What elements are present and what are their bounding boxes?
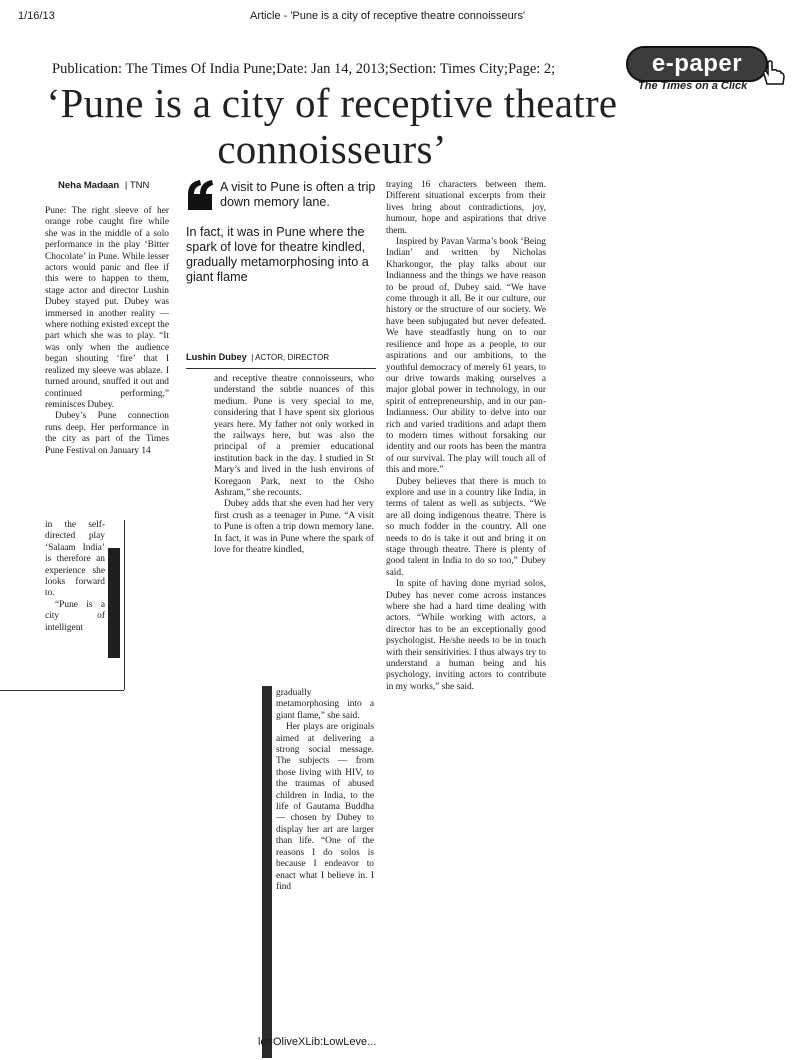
col1-para-1: Pune: The right sleeve of her orange robe caught fire while she was in the middle of a solo performance in the play ‘Bitter Chocolate’ in Pune. While lesser actors would panic and flee if this were to happen to them, stage actor and director Lushin Dubey stayed put. Dubey was immersed in another reality — where nothing existed except the part which she was to play. “It was only when the audience began shouting ‘fire’ that I realized my sleeve was ablaze. I turned around, snuffed it out and continued performing,” reminisces Dubey. (45, 206, 169, 410)
epaper-logo-text: e-paper (626, 46, 768, 82)
publication-line: Publication: The Times Of India Pune;Date: Jan 14, 2013;Section: Times City;Page: 2; (52, 61, 556, 77)
col1-para-2b: in the self-directed play ‘Salaam India’ is therefore an experience she looks forward to. (45, 520, 105, 599)
photo-fragment (262, 686, 272, 1058)
col2-para-2: Dubey adds that she even had her very first crush as a teenager in Pune. “A visit to Pune is often a trip down memory lane. In fact, it was in Pune where the spark of love for theatre kindled, (214, 499, 374, 556)
col1-para-2a: Dubey’s Pune connection runs deep. Her performance in the city as part of the Times Pune Festival on January 14 (45, 411, 169, 456)
column-rule (0, 690, 124, 691)
byline-agency: | TNN (124, 180, 150, 191)
print-footer (0, 1036, 800, 1052)
print-footer-url: le=OliveXLib:LowLeve... (258, 1036, 377, 1048)
epaper-tagline: The Times on a Click (638, 80, 748, 92)
pull-quote-attribution (186, 352, 329, 362)
column-1-top (45, 206, 169, 520)
headline: ‘Pune is a city of receptive theatre connoisseurs’ (46, 80, 618, 172)
pull-quote-text-b: In fact, it was in Pune where the spark of love for theatre kindled, gradually metamorphosing into a giant flame (186, 225, 369, 284)
pull-quote-name: Lushin Dubey (186, 352, 247, 362)
col1-para-3: “Pune is a city of intelligent (45, 599, 105, 633)
byline (58, 180, 149, 191)
byline-author: Neha Madaan (58, 180, 120, 191)
col2-para-4: Her plays are originals aimed at delivering a strong social message. The subjects — from those living with HIV, to the traumas of abused children in India, to the life of Gautama Buddha — chosen by Dubey to display her art are larger than life. “One of the reasons I do solos is because I endeavor to enact what I believe in. I find (276, 722, 374, 892)
col3-para-4: In spite of having done myriad solos, Dubey has never come across instances where she had a hard time dealing with actors. “While working with actors, a director has to be an exceptionally good psychologist. He/she needs to be in touch with their sensitivities. I thus always try to understand a human being and his psychology, inviting actors to contribute in my works,” she said. (386, 579, 546, 692)
column-2-top (214, 374, 374, 688)
col2-para-3: gradually metamorphosing into a giant flame,” she said. (276, 688, 374, 721)
epaper-logo (626, 44, 788, 96)
pull-quote-rule (186, 368, 376, 369)
photo-fragment (108, 548, 120, 658)
col3-para-2: Inspired by Pavan Varma’s book ‘Being Indian’ and written by Nicholas Kharkongor, the play talks about our Indianness and the things we have reason to be proud of, Dubey said. “We have come through it all. Be it our culture, our history or the structure of our society. We have been subjugated but never defeated. We have steadfastly hung on to our resilience and hope as a people, to our aspirations and our ambitions, to the youthful democracy of merely 61 years, to our drive towards making ourselves a major global power in technology, in our spirit of entrepreneurship, and in our pan-Indianness. Our ability to delve into our rich and varied traditions and adapt them to modern times without forsaking our identity and our roots has been the mantra of our survival. The play will touch all of this and more.” (386, 237, 546, 476)
print-header (0, 10, 800, 26)
quote-mark-icon (186, 178, 214, 212)
column-2-bottom (276, 688, 374, 1034)
pull-quote-role: | ACTOR, DIRECTOR (251, 353, 330, 362)
col3-para-3: Dubey believes that there is much to explore and use in a country like India, in terms of talent as well as subjects. “We are all doing indigenous theatre. There is so much fodder in the country. All one needs to do is take it out and bring it on stage through theatre. There is plenty of good talent in India to do so too,” Dubey said. (386, 476, 546, 578)
print-title: Article - 'Pune is a city of receptive theatre connoisseurs' (250, 10, 526, 22)
pull-quote (186, 176, 378, 366)
column-1-bottom (45, 520, 105, 686)
print-date: 1/16/13 (18, 10, 55, 22)
column-3 (386, 180, 546, 1010)
column-rule (124, 520, 125, 690)
pull-quote-text-a: A visit to Pune is often a trip down memory lane. (220, 180, 376, 209)
col3-para-1: traying 16 characters between them. Different situational excerpts from their lives bring about contradictions, joy, humour, hope and aspirations that drive them. (386, 180, 546, 236)
col2-para-1: and receptive theatre connoisseurs, who understand the subtle nuances of this medium. Pune is very special to me, considering that I have spent six glorious years here. My father not only worked in the railways here, but was also the principal of a premier educational institution back in the day. I studied in St Mary’s and lived in the lush environs of Koregaon Park, next to the Osho Ashram,” she recounts. (214, 374, 374, 499)
